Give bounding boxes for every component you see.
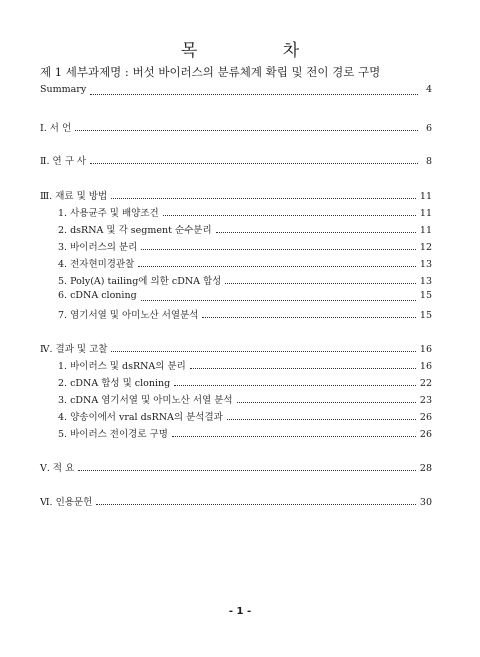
toc-item-label: 3. cDNA 염기서열 및 아미노산 서열 분석 xyxy=(58,395,233,406)
toc-section-label: Ⅰ. 서 언 xyxy=(40,123,72,134)
dot-leader xyxy=(111,350,415,352)
dot-leader xyxy=(141,299,416,301)
toc-section-1 xyxy=(40,120,432,134)
toc-item-page: 22 xyxy=(419,378,432,389)
toc-section-page: 6 xyxy=(425,123,432,134)
dot-leader xyxy=(172,435,416,437)
toc-item xyxy=(58,409,432,423)
dot-leader xyxy=(174,384,416,386)
toc-item-page: 23 xyxy=(419,395,432,406)
dot-leader xyxy=(75,129,418,131)
dot-leader xyxy=(90,93,418,95)
page-number: - 1 - xyxy=(228,606,252,617)
toc-section-page: 8 xyxy=(425,156,432,167)
toc-item xyxy=(58,375,432,389)
toc-section-page: 30 xyxy=(419,497,432,508)
toc-section-page: 28 xyxy=(419,463,432,474)
toc-section-5 xyxy=(40,460,432,474)
toc-item-page: 26 xyxy=(419,412,432,423)
dot-leader xyxy=(78,469,416,471)
toc-item xyxy=(58,205,432,219)
toc-section-3 xyxy=(40,188,432,202)
toc-item-page: 15 xyxy=(419,310,432,321)
dot-leader xyxy=(216,231,416,233)
dot-leader xyxy=(202,316,415,318)
toc-section-label: Ⅵ. 인용문헌 xyxy=(40,497,93,508)
dot-leader xyxy=(190,367,416,369)
toc-item-label: 2. cDNA 합성 및 cloning xyxy=(58,378,171,389)
toc-section-6 xyxy=(40,494,432,508)
dot-leader xyxy=(90,162,418,164)
dot-leader xyxy=(227,418,416,420)
toc-item xyxy=(58,256,432,270)
toc-item xyxy=(58,239,432,253)
toc-entry-page: 4 xyxy=(425,84,432,95)
toc-item-page: 13 xyxy=(419,259,432,270)
dot-leader xyxy=(138,265,416,267)
toc-section-label: Ⅴ. 적 요 xyxy=(40,463,75,474)
toc-item xyxy=(58,426,432,440)
dot-leader xyxy=(141,248,416,250)
toc-item xyxy=(58,358,432,372)
toc-item-page: 26 xyxy=(419,429,432,440)
toc-item-label: 1. 바이러스 및 dsRNA의 분리 xyxy=(58,361,186,372)
toc-entry-label: Summary xyxy=(40,84,87,95)
toc-item-label: 7. 염기서열 및 아미노산 서열분석 xyxy=(58,310,199,321)
toc-section-label: Ⅱ. 연 구 사 xyxy=(40,156,87,167)
toc-item-label: 4. 양송이에서 vral dsRNA의 분석결과 xyxy=(58,412,223,423)
toc-item xyxy=(58,392,432,406)
toc-item xyxy=(58,273,432,287)
toc-item-label: 5. 바이러스 전이경로 구명 xyxy=(58,429,168,440)
toc-item-label: 2. dsRNA 및 각 segment 순수분리 xyxy=(58,225,212,236)
toc-item-label: 1. 사용균주 및 배양조건 xyxy=(58,208,159,219)
chapter-heading: 제 1 세부과제명 : 버섯 바이러스의 분류체계 확립 및 전이 경로 구명 xyxy=(40,65,381,79)
toc-item-page: 11 xyxy=(419,225,432,236)
toc-item-label: 4. 전자현미경관찰 xyxy=(58,259,135,270)
toc-section-label: Ⅲ. 재료 및 방법 xyxy=(40,191,108,202)
toc-section-page: 16 xyxy=(419,344,432,355)
toc-section-4 xyxy=(40,341,432,355)
toc-item xyxy=(58,307,432,321)
toc-item xyxy=(58,222,432,236)
toc-item-page: 15 xyxy=(419,290,432,301)
toc-item-page: 11 xyxy=(419,208,432,219)
toc-section-page: 11 xyxy=(419,191,432,202)
dot-leader xyxy=(163,214,416,216)
dot-leader xyxy=(225,282,416,284)
toc-item-page: 16 xyxy=(419,361,432,372)
toc-item xyxy=(58,290,432,304)
toc-item-label: 6. cDNA cloning xyxy=(58,290,137,301)
toc-entry-summary xyxy=(40,84,432,98)
dot-leader xyxy=(96,503,416,505)
dot-leader xyxy=(111,197,416,199)
toc-item-label: 3. 바이러스의 분리 xyxy=(58,242,138,253)
page-title: 목 차 xyxy=(180,41,340,61)
toc-item-label: 5. Poly(A) tailing에 의한 cDNA 합성 xyxy=(58,276,222,287)
toc-item-page: 13 xyxy=(419,276,432,287)
toc-item-page: 12 xyxy=(419,242,432,253)
toc-section-label: Ⅳ. 결과 및 고찰 xyxy=(40,344,108,355)
dot-leader xyxy=(237,401,416,403)
toc-section-2 xyxy=(40,153,432,167)
